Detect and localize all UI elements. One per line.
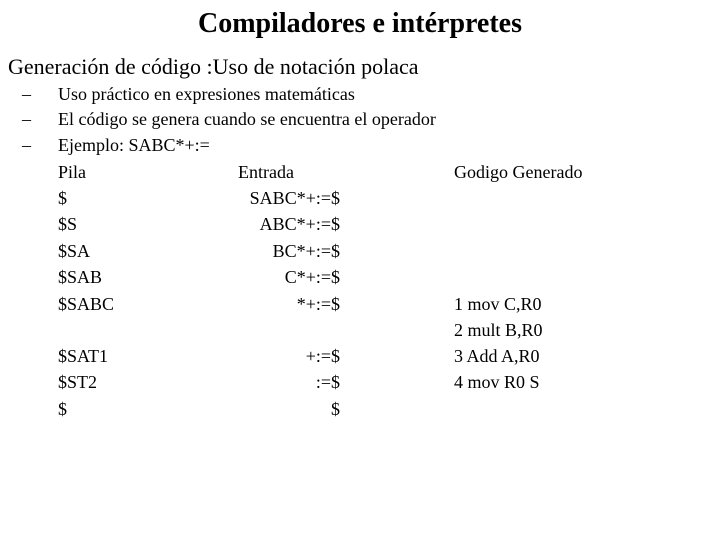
table-cell-entrada: BC*+:=$ [272,241,340,261]
table-cell-pila: $ [58,188,67,208]
bullet-text: Ejemplo: SABC*+:= [58,135,210,155]
bullet-marker: – [22,109,31,129]
slide-subtitle: Generación de código :Uso de notación polaca [8,54,419,79]
bullet-marker: – [22,135,31,155]
table-cell-codigo: 3 Add A,R0 [454,346,540,366]
table-cell-entrada: $ [331,399,340,419]
table-cell-pila: $S [58,214,78,234]
header-entrada: Entrada [238,162,294,182]
table-cell-pila: $ [58,399,67,419]
table-cell-codigo: 2 mult B,R0 [454,320,543,340]
table-cell-entrada: C*+:=$ [284,267,340,287]
table-cell-pila: $SAB [58,267,103,287]
header-pila: Pila [58,162,87,182]
table-cell-entrada: SABC*+:=$ [249,188,340,208]
table-cell-pila: $SABC [58,294,115,314]
table-cell-entrada: :=$ [315,372,340,392]
table-cell-pila: $ST2 [58,372,98,392]
table-cell-pila: $SA [58,241,91,261]
header-codigo: Godigo Generado [454,162,583,182]
table-cell-entrada: *+:=$ [296,294,340,314]
table-cell-codigo: 4 mov R0 S [454,372,540,392]
bullet-marker: – [22,84,31,104]
bullet-text: El código se genera cuando se encuentra el operador [58,109,436,129]
table-cell-entrada: ABC*+:=$ [259,214,340,234]
table-cell-pila: $SAT1 [58,346,109,366]
bullet-text: Uso práctico en expresiones matemáticas [58,84,355,104]
slide-title: Compiladores e intérpretes [197,8,523,39]
table-cell-codigo: 1 mov C,R0 [454,294,542,314]
table-cell-entrada: +:=$ [305,346,340,366]
